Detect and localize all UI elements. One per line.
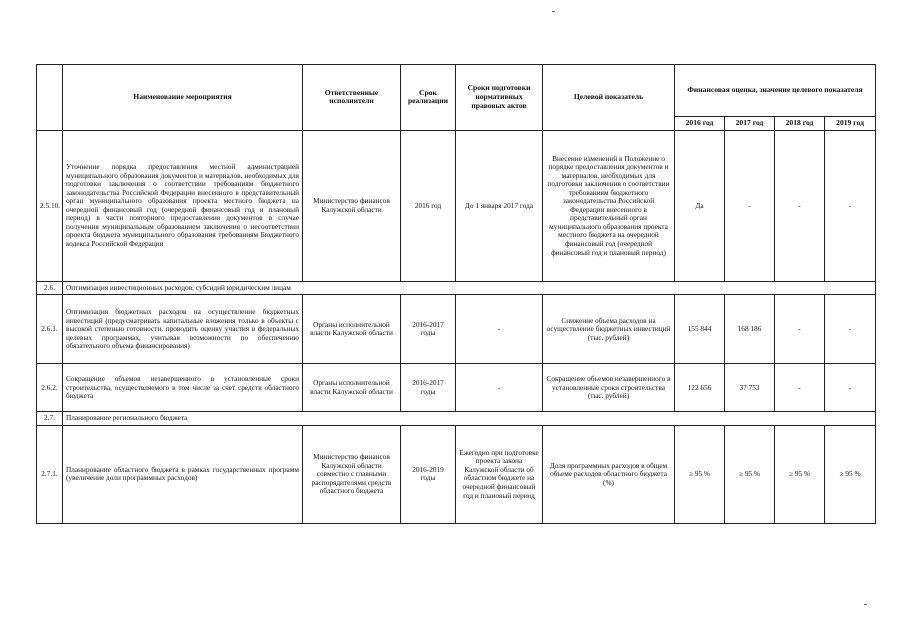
acts-deadline: - xyxy=(456,364,543,412)
table-row xyxy=(37,425,876,523)
term: 2016 год xyxy=(401,130,456,281)
header-term: Срок реализации xyxy=(401,65,456,131)
section-row xyxy=(37,412,876,426)
scan-speck xyxy=(864,604,867,605)
value-2016: 122 656 xyxy=(675,364,725,412)
target-indicator: Сокращение объемов незавершенного в установленные сроки строительства (тыс. рублей) xyxy=(543,364,675,412)
table-row xyxy=(37,364,876,412)
value-2019: - xyxy=(825,130,876,281)
acts-deadline: Ежегодно при подготовке проекта закона Калужской области об областном бюджете на очередной финансовый год и плановый период xyxy=(456,425,543,523)
responsible: Министерство финансов Калужской области xyxy=(303,130,401,281)
measures-table xyxy=(36,64,876,524)
value-2016: 155 844 xyxy=(675,295,725,364)
row-number: 2.6.1. xyxy=(37,295,63,364)
term: 2016-2019 годы xyxy=(401,425,456,523)
value-2017: ≥ 95 % xyxy=(725,425,775,523)
header-year-2017: 2017 год xyxy=(725,117,775,131)
value-2019: - xyxy=(825,295,876,364)
section-title: Оптимизация инвестиционных расходов, субсидий юридическим лицам xyxy=(63,281,876,295)
header-acts: Сроки подготовки нормативных правовых актов xyxy=(456,65,543,131)
measure-name: Сокращение объемов незавершенного в установленные сроки строительства, осуществляемого в том числе за счет средств областного бюджета xyxy=(63,364,303,412)
term: 2016-2017 годы xyxy=(401,364,456,412)
section-row xyxy=(37,281,876,295)
value-2018: ≥ 95 % xyxy=(775,425,825,523)
header-year-2019: 2019 год xyxy=(825,117,876,131)
acts-deadline: До 1 января 2017 года xyxy=(456,130,543,281)
row-number: 2.5.10. xyxy=(37,130,63,281)
value-2019: - xyxy=(825,364,876,412)
scan-speck xyxy=(552,11,555,12)
header-target: Целевой показатель xyxy=(543,65,675,131)
measure-name: Уточнение порядка предоставления местной администрацией муниципального образования документов и материалов, необходимых для подготовки заключения о соответствии требованиям бюджетного законодательства Российской Федерации внесенного в представительный орган муниципального образования проекта местного бюджета на очередной финансовый год (очередной финансовый год и плановый период) в части повторного предоставления документов в случае получения муниципальным образованием заключения о несоответствии проекта бюджета муниципального образования требованиям Бюджетного кодекса Российской Федерации xyxy=(63,130,303,281)
header-financial: Финансовая оценка, значение целевого показателя xyxy=(675,65,876,117)
responsible: Органы исполнительной власти Калужской области xyxy=(303,295,401,364)
section-title: Планирование регионального бюджета xyxy=(63,412,876,426)
row-number: 2.6.2. xyxy=(37,364,63,412)
target-indicator: Внесение изменений в Положение о порядке предоставления документов и материалов, необходимых для подготовки заключения о соответствии требованиям бюджетного законодательства Российской Федерации внесенного в представительный орган муниципального образования проекта местного бюджета на очередной финансовый год (очередной финансовый год и плановый период) xyxy=(543,130,675,281)
value-2017: 37 753 xyxy=(725,364,775,412)
target-indicator: Снижение объема расходов на осуществление бюджетных инвестиций (тыс. рублей) xyxy=(543,295,675,364)
responsible: Органы исполнительной власти Калужской области xyxy=(303,364,401,412)
header-name: Наименование мероприятия xyxy=(63,65,303,131)
row-number: 2.7.1. xyxy=(37,425,63,523)
value-2018: - xyxy=(775,364,825,412)
section-number: 2.7. xyxy=(37,412,63,426)
table-row xyxy=(37,130,876,281)
header-year-2016: 2016 год xyxy=(675,117,725,131)
value-2017: - xyxy=(725,130,775,281)
target-indicator: Доля программных расходов в общем объеме расходов областного бюджета (%) xyxy=(543,425,675,523)
header-responsible: Ответственные исполнители xyxy=(303,65,401,131)
measure-name: Оптимизация бюджетных расходов на осуществление бюджетных инвестиций (предусматривать капитальные вложения только в объекты с высокой степенью готовности, проводить оценку участия в федеральных целевых программах, учитывая возможности по обеспечению обязательного объема финансирования) xyxy=(63,295,303,364)
value-2017: 168 186 xyxy=(725,295,775,364)
header-num-cell xyxy=(37,65,63,131)
responsible: Министерство финансов Калужской области совместно с главными распорядителями средств областного бюджета xyxy=(303,425,401,523)
measure-name: Планирование областного бюджета в рамках государственных программ (увеличение доли программных расходов) xyxy=(63,425,303,523)
section-number: 2.6. xyxy=(37,281,63,295)
value-2018: - xyxy=(775,130,825,281)
acts-deadline: - xyxy=(456,295,543,364)
table-row xyxy=(37,295,876,364)
value-2016: Да xyxy=(675,130,725,281)
value-2019: ≥ 95 % xyxy=(825,425,876,523)
header-year-2018: 2018 год xyxy=(775,117,825,131)
value-2016: ≥ 95 % xyxy=(675,425,725,523)
value-2018: - xyxy=(775,295,825,364)
header-row xyxy=(37,65,876,117)
term: 2016-2017 годы xyxy=(401,295,456,364)
